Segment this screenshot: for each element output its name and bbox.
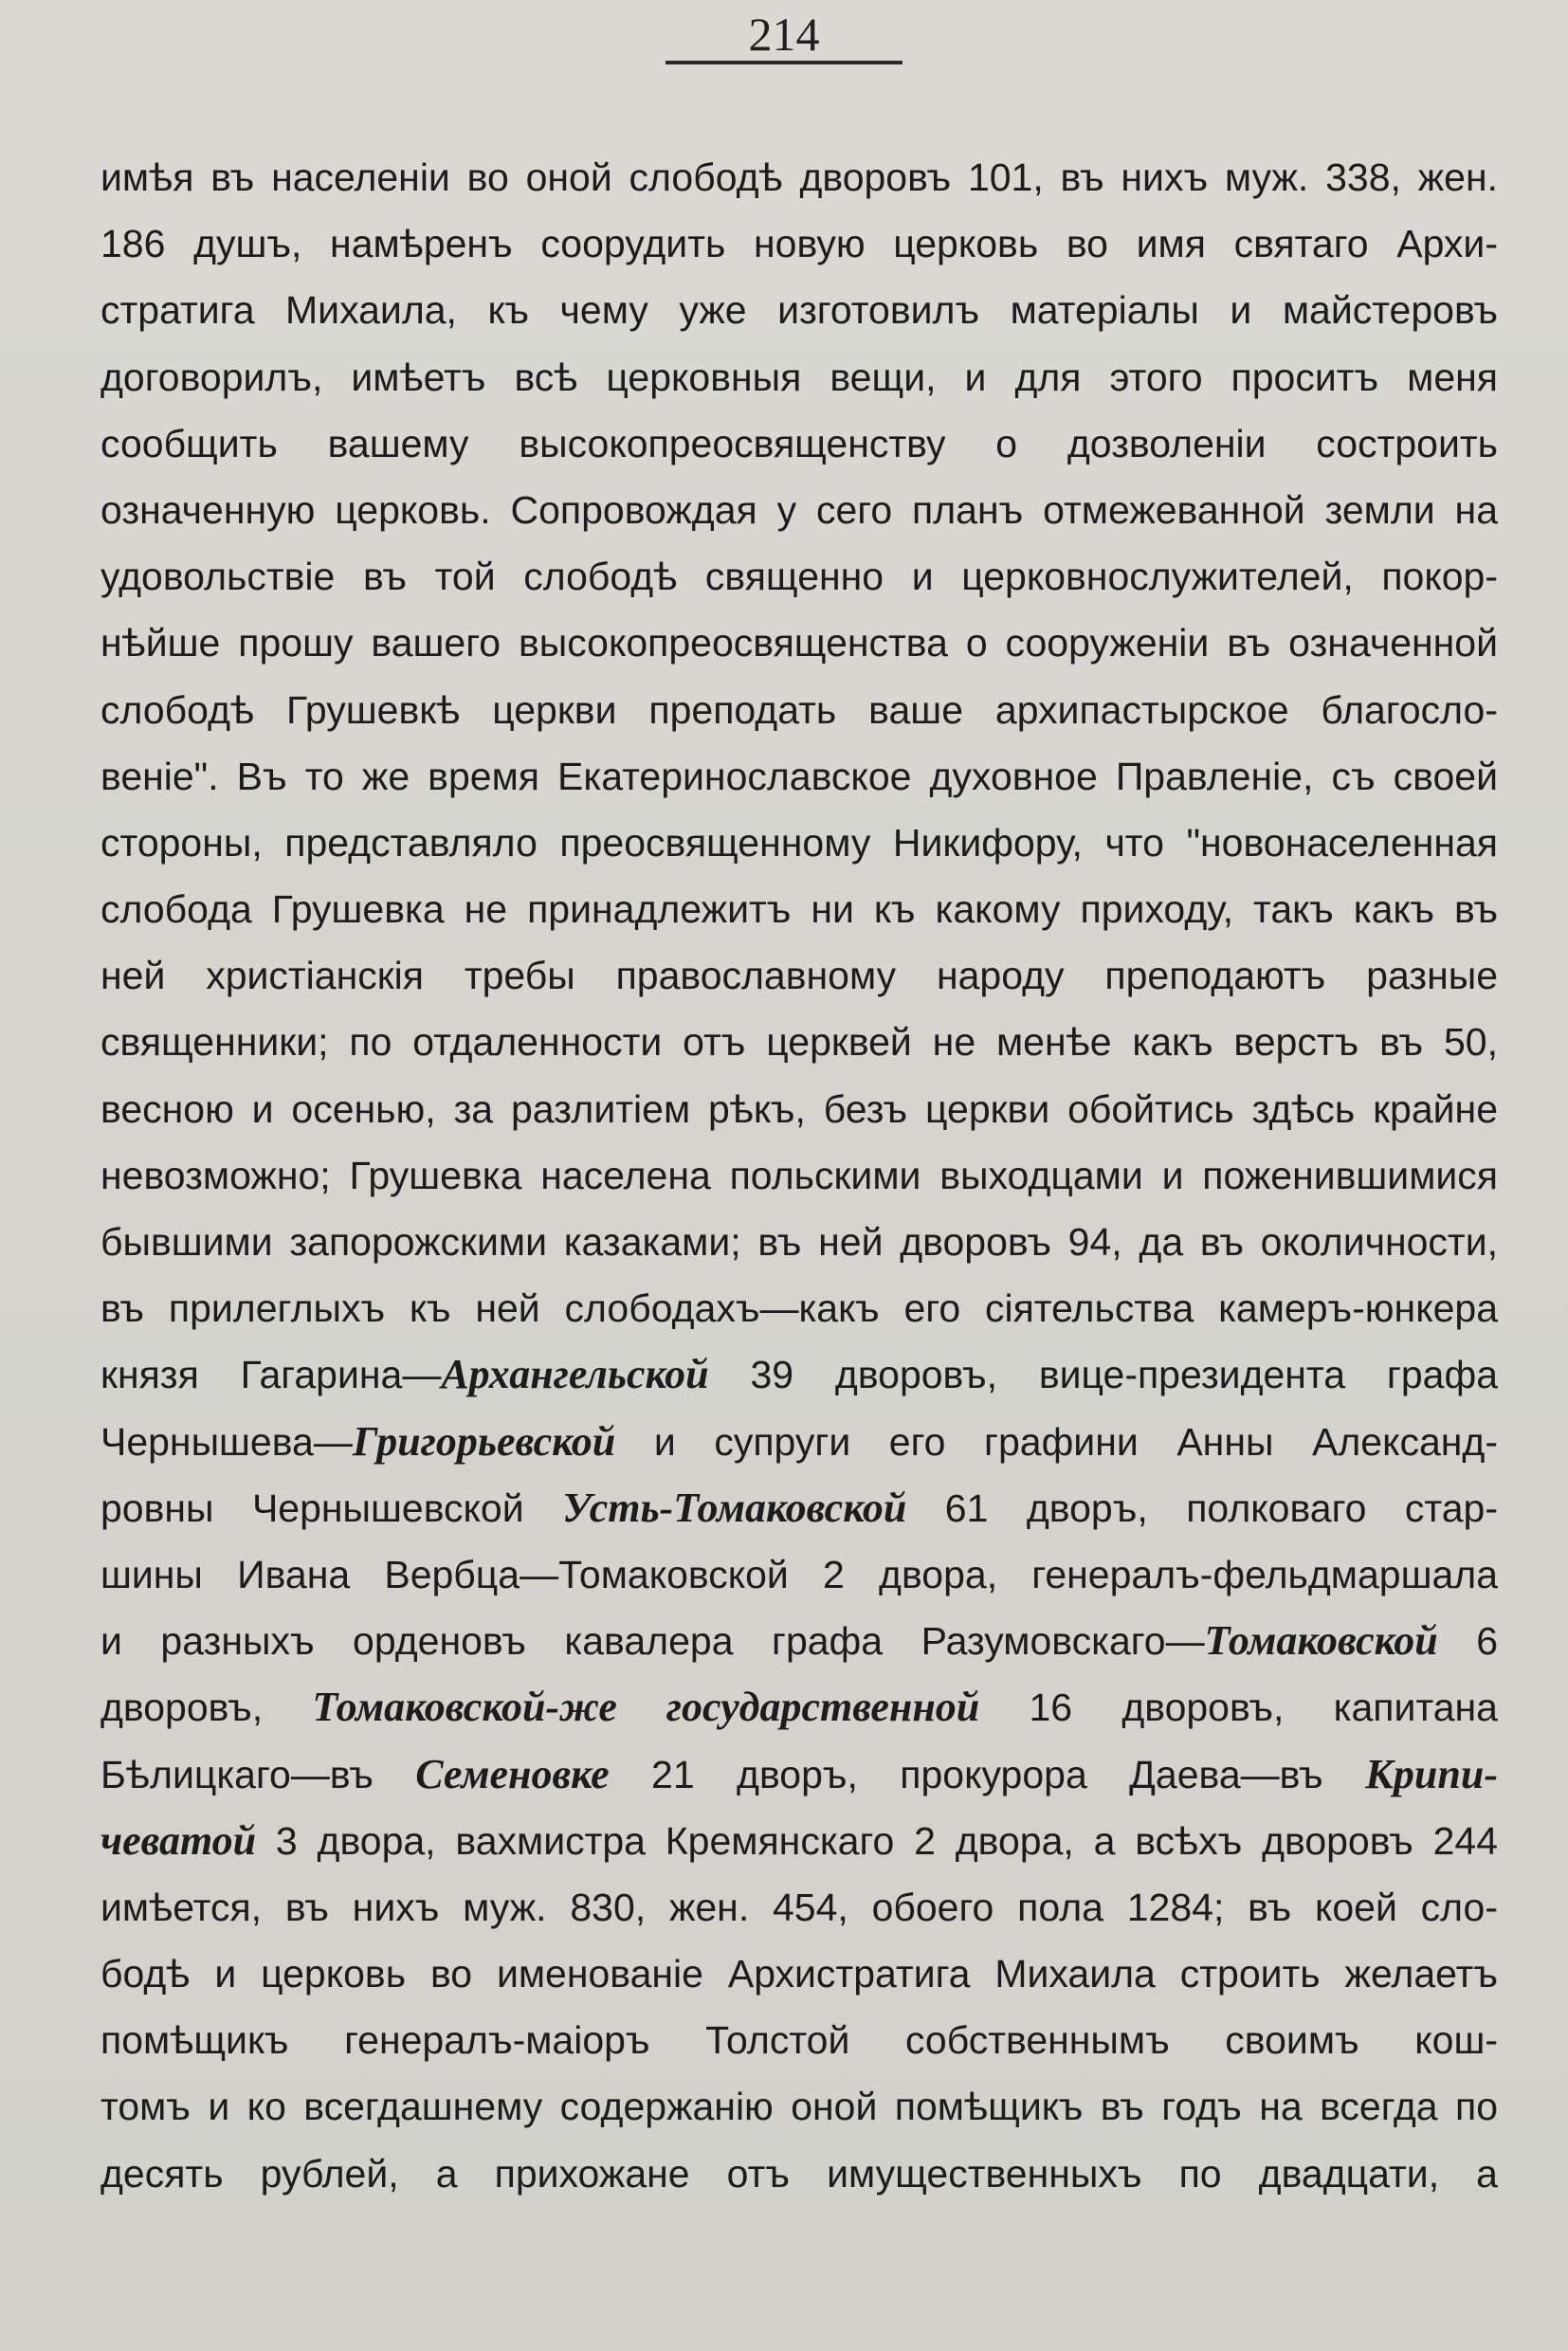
text-line <box>100 1076 1498 1142</box>
text-line <box>100 1341 1498 1408</box>
text-segment: 21 дворъ, прокурора Даева—въ <box>609 1752 1366 1796</box>
text-line <box>100 1275 1498 1341</box>
text-line <box>100 543 1498 610</box>
text-segment: 3 двора, вахмистра Кремянскаго 2 двора, а всѣхъ дворовъ 244 <box>256 1818 1498 1863</box>
text-line <box>100 810 1498 876</box>
text-segment: бывшими запорожскими казаками; въ ней дворовъ 94, да въ околичности, <box>100 1220 1498 1264</box>
text-segment: ней христіанскія требы православному народу преподаютъ разные <box>100 954 1498 998</box>
italic-place-name: Архангельской <box>441 1351 709 1398</box>
text-line <box>100 1874 1498 1941</box>
text-segment: князя Гагарина— <box>100 1353 442 1397</box>
text-segment: сообщить вашему высокопреосвященству о дозволеніи состроить <box>100 421 1498 465</box>
text-segment: 186 душъ, намѣренъ соорудить новую церковь во имя святаго Архи- <box>100 222 1498 266</box>
text-segment: помѣщикъ генералъ-маіоръ Толстой собственнымъ своимъ кош- <box>100 2018 1498 2063</box>
text-line <box>100 2141 1498 2207</box>
text-segment: ровны Чернышевской <box>100 1485 563 1530</box>
text-segment: священники; по отдаленности отъ церквей не менѣе какъ верстъ въ 50, <box>100 1020 1498 1065</box>
text-segment: нѣйше прошу вашего высокопреосвященства о сооруженіи въ означенной <box>100 621 1498 665</box>
text-line <box>100 277 1498 343</box>
text-segment: имѣется, въ нихъ муж. 830, жен. 454, обоего пола 1284; въ коей сло- <box>100 1885 1498 1929</box>
text-segment: шины Ивана Вербца—Томаковской 2 двора, генералъ-фельдмаршала <box>100 1552 1498 1596</box>
text-line <box>100 1808 1498 1874</box>
italic-place-name: Томаковской-же государственной <box>312 1684 980 1731</box>
text-segment: веніе". Въ то же время Екатеринославское духовное Правленіе, съ своей <box>100 754 1498 798</box>
italic-place-name: Семеновке <box>415 1750 610 1797</box>
text-line <box>100 610 1498 676</box>
text-segment: Чернышева— <box>100 1419 353 1464</box>
text-line <box>100 144 1498 210</box>
italic-place-name: чеватой <box>100 1816 257 1864</box>
text-segment: 39 дворовъ, вице-президента графа <box>708 1353 1498 1397</box>
text-segment: слобода Грушевка не принадлежитъ ни къ какому приходу, такъ какъ въ <box>100 887 1498 932</box>
body-text <box>100 144 1498 2207</box>
text-segment: въ прилеглыхъ къ ней слободахъ—какъ его сіятельства камеръ-юнкера <box>100 1286 1498 1331</box>
text-line <box>100 1941 1498 2007</box>
italic-place-name: Томаковской <box>1204 1617 1438 1665</box>
text-line <box>100 2007 1498 2073</box>
header-rule <box>665 61 903 64</box>
text-segment: и супруги его графини Анны Александ- <box>615 1419 1498 1464</box>
text-line <box>100 1142 1498 1209</box>
text-line <box>100 1608 1498 1674</box>
text-segment: удовольствіе въ той слободѣ священно и церковнослужителей, покор- <box>100 555 1498 599</box>
text-line <box>100 1674 1498 1740</box>
text-line <box>100 1475 1498 1541</box>
text-segment: и разныхъ орденовъ кавалера графа Разумовскаго— <box>100 1619 1205 1664</box>
text-segment: томъ и ко всегдашнему содержанію оной помѣщикъ въ годъ на всегда по <box>100 2085 1498 2129</box>
text-line <box>100 344 1498 410</box>
text-segment: бодѣ и церковь во именованіе Архистратига Михаила строить желаетъ <box>100 1952 1498 1996</box>
text-segment: имѣя въ населеніи во оной слободѣ дворовъ 101, въ нихъ муж. 338, жен. <box>100 155 1498 199</box>
italic-place-name: Усть-Томаковской <box>562 1484 907 1531</box>
text-segment: невозможно; Грушевка населена польскими выходцами и поженившимися <box>100 1153 1498 1197</box>
text-segment: 61 дворъ, полковаго стар- <box>906 1485 1498 1530</box>
text-line <box>100 743 1498 810</box>
italic-place-name: Григорьевской <box>352 1417 616 1465</box>
text-segment: дворовъ, <box>100 1686 313 1730</box>
text-line <box>100 677 1498 743</box>
text-line <box>100 1541 1498 1608</box>
text-segment: Бѣлицкаго—въ <box>100 1752 416 1796</box>
italic-place-name: Крипи- <box>1365 1750 1498 1797</box>
text-segment: договорилъ, имѣетъ всѣ церковныя вещи, и для этого проситъ меня <box>100 355 1498 399</box>
text-line <box>100 2073 1498 2140</box>
text-line <box>100 1009 1498 1075</box>
text-line <box>100 1209 1498 1275</box>
text-line <box>100 477 1498 543</box>
text-segment: означенную церковь. Сопровождая у сего планъ отмежеванной земли на <box>100 487 1498 532</box>
text-line <box>100 210 1498 277</box>
text-segment: 6 <box>1437 1619 1498 1664</box>
text-segment: стратига Михаила, къ чему уже изготовилъ матеріалы и майстеровъ <box>100 288 1498 333</box>
page-number: 214 <box>748 8 820 61</box>
text-line <box>100 942 1498 1009</box>
text-segment: весною и осенью, за разлитіем рѣкъ, безъ церкви обойтись здѣсь крайне <box>100 1086 1498 1131</box>
text-line <box>100 1409 1498 1475</box>
text-line <box>100 410 1498 477</box>
text-segment: десять рублей, а прихожане отъ имущественныхъ по двадцати, а <box>100 2151 1498 2196</box>
text-line <box>100 1741 1498 1808</box>
text-segment: 16 дворовъ, капитана <box>979 1686 1498 1730</box>
text-segment: стороны, представляло преосвященному Никифору, что "новонаселенная <box>100 820 1498 865</box>
text-line <box>100 876 1498 942</box>
text-segment: слободѣ Грушевкѣ церкви преподать ваше архипастырское благосло- <box>100 687 1498 732</box>
